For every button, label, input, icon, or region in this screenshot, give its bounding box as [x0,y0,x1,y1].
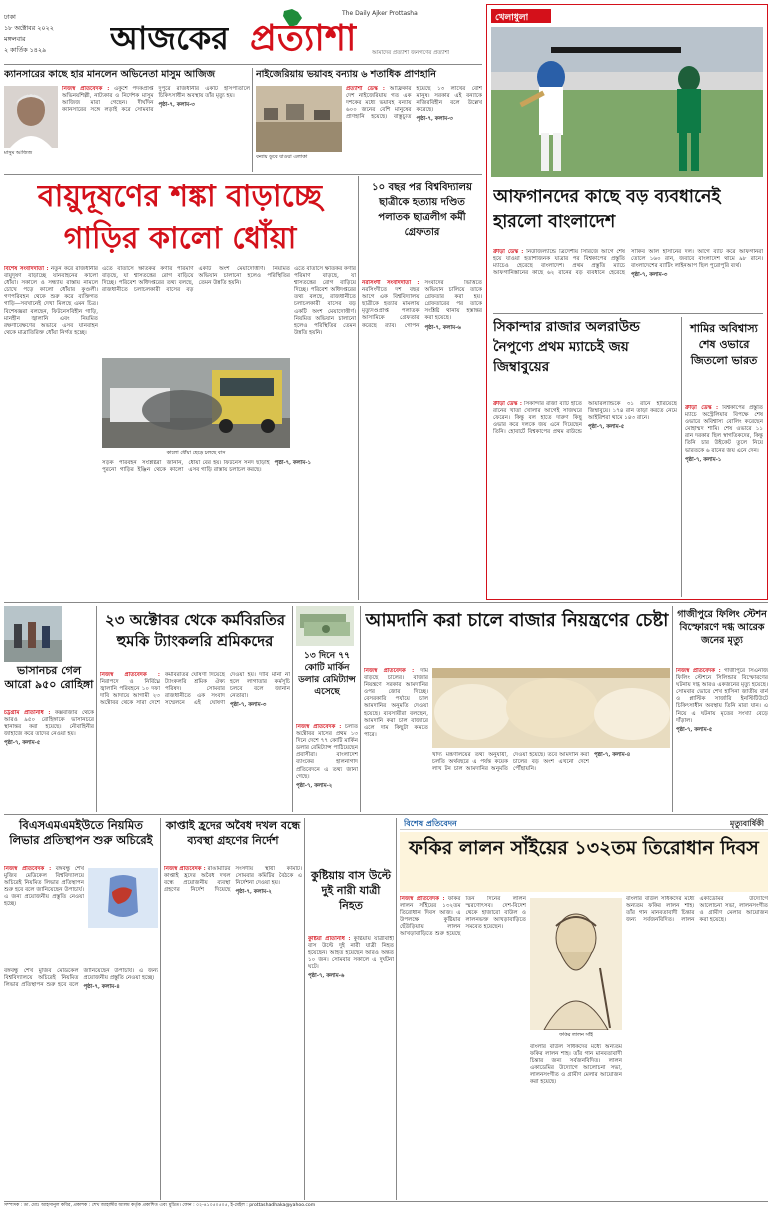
sports-section-title: খেলাধুলা [495,13,529,23]
lead-body-4: এতে বাতাসে ক্ষতিকর কণার পরিমাণ বাড়ছে, যা শ্বাসতন্ত্রের রোগ বাড়িয়ে দিচ্ছে। পরিবেশ অধিদপ্তরের তথ্য বলছে, রাজধানীতে চলাচলকারী বাসের বড় একটি অংশ মেয়াদোত্তীর্ণ। নিয়মিত অভিযান চালানো হলেও পরিস্থিতির তেমন উন্নতি হয়নি। [294,266,356,336]
masthead-logo [72,6,482,64]
weekday: মঙ্গলবার [4,35,26,43]
date-en: ১৮ অক্টোবর ২০২২ [4,24,54,32]
bsmmu-headline: বিএসএমএমইউতে নিয়মিত লিভার প্রতিস্থাপন শুরু অচিরেই [9,818,153,847]
cricket-illustration [491,27,763,177]
lead-headline-line2: গাড়ির কালো ধোঁয়া [63,221,297,256]
rice-photo [432,668,670,748]
arrest-body: নরসিংদী সংবাদদাতা : নরসিংদীতে দশ বছর আগে এক বিশ্ববিদ্যালয় ছাত্রীকে হত্যার মামলায় মৃত্যুদণ্ডপ্রাপ্ত পলাতক আসামিকে গ্রেফতার করেছে র‍্যাব। গোপন সংবাদের ভিত্তিতে অভিযান চালিয়ে তাকে গ্রেফতার করা হয়। গ্রেফতারের পর তাকে সংশ্লিষ্ট থানায় হস্তান্তর করা হয়েছে। পৃষ্ঠা-৭, কলাম-৬ [362,280,482,331]
gazipur-body: নিজস্ব প্রতিবেদক : গাজীপুরে সিএনজি ফিলিং স্টেশনে সিলিন্ডার বিস্ফোরণের ঘটনায় দগ্ধ আরও একজনের মৃত্যু হয়েছে। সোমবার ভোরে শেখ হাসিনা জাতীয় বার্ন ও প্লাস্টিক সার্জারি ইনস্টিটিউটে চিকিৎসাধীন অবস্থায় তিনি মারা যান। এ নিয়ে এ ঘটনায় মৃতের সংখ্যা বেড়ে দাঁড়াল। পৃষ্ঠা-৭, কলাম-৫ [676,668,768,733]
rohingya-illustration [4,606,62,662]
bus-smoke-illustration [102,358,290,448]
lalon-caption: ফকির লালন সাঁই [559,1032,593,1038]
cancer-headline: ক্যানসারের কাছে হার মানলেন অভিনেতা মাসুম আজিজ [4,69,215,80]
bsmmu-body-top: নিজস্ব প্রতিবেদক : বঙ্গবন্ধু শেখ মুজিব মেডিকেল বিশ্ববিদ্যালয়ে অচিরেই নিয়মিত লিভার প্রতিস্থাপন শুরু হবে বলে জানিয়েছেন উপাচার্য। এ জন্য প্রয়োজনীয় প্রস্তুতি নেওয়া হচ্ছে। [4,866,84,908]
rice-headline: আমদানি করা চালে বাজার নিয়ন্ত্রণের চেষ্টা [365,610,669,631]
lead-body-1: বিশেষ সংবাদদাতা : নতুন করে রাজধানীর বায়ুদূষণ বাড়াচ্ছে যানবাহনের কালো ধোঁয়া। সকালে ও সন্ধ্যায় রাস্তায় নামলে চোখে পড়ে কালো ধোঁয়ার কুণ্ডলী। গণপরিবহন থেকে শুরু করে ব্যক্তিগত গাড়ি—সবখানেই দেখা মিলছে এমন চিত্র। বিশেষজ্ঞরা বলছেন, ফিটনেসবিহীন গাড়ি, মানহীন জ্বালানি এবং নিয়মিত রক্ষণাবেক্ষণের অভাবে এসব যানবাহন থেকে মাত্রাতিরিক্ত ধোঁয়া নির্গত হচ্ছে। [4,266,98,336]
kaptai-headline: কাপ্তাই হ্রদের অবৈধ দখল বন্ধে ব্যবস্থা গ্রহণের নির্দেশ [165,819,301,847]
remittance-headline: ১৩ দিনে ৭৭ কোটি মার্কিন ডলার রেমিট্যান্স এসেছে [298,651,356,697]
flood-photo [256,86,342,152]
city: ঢাকা [4,13,16,21]
lalon-headline: ফকির লালন সাঁইয়ের ১৩২তম তিরোধান দিবস [409,837,759,859]
kushtia-headline: কুষ্টিয়ায় বাস উল্টে দুই নারী যাত্রী নিহত [311,869,391,912]
nigeria-headline: নাইজেরিয়ায় ভয়াবহ বন্যায় ৬ শতাধিক প্রাণহানি [256,69,436,80]
lalon-tag-bar [400,818,768,830]
lalon-tag2: মৃত্যুবার্ষিকী [729,819,764,828]
lead-headline [4,176,356,262]
title-part2: প্রত্যাশা [250,17,357,59]
transport-body: নিজস্ব প্রতিবেদক : নিরাপদে ও নির্বিঘ্নে জ্বালানি পরিবহনে ১০ দফা দাবি আদায়ে আগামী ২৩ অক্টোবর থেকে সারা দেশে কর্মবিরতির ঘোষণা দিয়েছে ট্যাংকলরি শ্রমিক ঐক্য পরিষদ। সোমবার রাজধানীতে এক সংবাদ সম্মেলনে এই ঘোষণা দেওয়া হয়। দাবি মানা না হলে লাগাতার কর্মসূচি চলবে বলে জানান নেতারা। পৃষ্ঠা-৭, কলাম-৩ [100,672,290,709]
shami-headline: শামির অবিশ্বাস্য শেষ ওভারে জিতলো ভারত [690,322,758,367]
lalon-body-left: নিজস্ব প্রতিবেদক : ফকির লালন সাঁইয়ের ১৩২তম তিরোধান দিবস আজ। এ উপলক্ষে কুষ্টিয়ার ছেঁউড়িয়ায় লালন আখড়াবাড়িতে শুরু হয়েছে তিন দিনের লালন স্মরণোৎসব। দেশ-বিদেশ থেকে হাজারো বাউল ও লালনভক্ত আখড়াবাড়িতে সমবেত হয়েছেন। [400,896,526,938]
portrait-illustration [4,86,58,148]
sports-box [486,4,768,600]
lalon-tag: বিশেষ প্রতিবেদন [404,819,457,828]
kaptai-body: নিজস্ব প্রতিবেদক : রাঙামাটির কাপ্তাই হ্রদের অবৈধ দখল বন্ধে প্রয়োজনীয় ব্যবস্থা গ্রহণের নির্দেশ দিয়েছে সংসদীয় স্থায়ী কমিটি। সোমবার কমিটির বৈঠকে এ নির্দেশনা দেওয়া হয়। পৃষ্ঠা-৭, কলাম-২ [164,866,302,896]
gazipur-headline: গাজীপুরে ফিলিং স্টেশন বিস্ফোরণে দগ্ধ আরেক জনের মৃত্যু [677,609,767,646]
shami-body: ক্রীড়া ডেস্ক : বিশ্বকাপের প্রস্তুতি ম্যাচে অস্ট্রেলিয়ার বিপক্ষে শেষ ওভারে অবিশ্বাস্য বোলিং করেছেন মোহাম্মদ শামি। শেষ ওভারে ১১ রান দরকার ছিল স্বাগতিকদের, কিন্তু তিনি চার উইকেট তুলে নিয়ে ভারতকে ৬ রানের জয় এনে দেন। পৃষ্ঠা-৭, কলাম-১ [685,405,763,463]
bus-smoke-photo [102,358,290,448]
bsmmu-body-bottom: বঙ্গবন্ধু শেখ মুজিব মেডিকেল বিশ্ববিদ্যালয়ে অচিরেই নিয়মিত লিভার প্রতিস্থাপন শুরু হবে বলে জানিয়েছেন উপাচার্য। এ জন্য প্রয়োজনীয় প্রস্তুতি নেওয়া হচ্ছে। পৃষ্ঠা-৭, কলাম-৪ [4,968,158,991]
arrest-headline: ১০ বছর পর বিশ্ববিদ্যালয় ছাত্রীকে হত্যায় দণ্ডিত পলাতক ছাত্রলীগ কর্মী গ্রেফতার [372,182,472,238]
masum-aziz-photo [4,86,58,148]
lalon-body-mid: বাংলার বাউল সাধকদের মধ্যে অন্যতম ফকির লালন শাহ। তাঁর গান মানবতাবাদী চিন্তার জন্য সর্বজনবিদিত। লালন একাডেমির উদ্যোগে আলোচনা সভা, লালনসংগীত ও গ্রামীণ মেলার আয়োজন করা হয়েছে। [530,1044,622,1086]
lalon-body-right: বাংলার বাউল সাধকদের মধ্যে অন্যতম ফকির লালন শাহ। তাঁর গান মানবতাবাদী চিন্তার জন্য সর্বজনবিদিত। লালন একাডেমির উদ্যোগে আলোচনা সভা, লালনসংগীত ও গ্রামীণ মেলার আয়োজন করা হয়েছে। [626,896,768,924]
rohingya-photo [4,606,62,662]
dollar-photo [296,606,354,646]
lead-caption: কালো ধোঁয়া ছেড়ে চলছে বাস [166,450,226,456]
english-name: The Daily Ajker Prottasha [342,10,418,17]
date-block [4,12,64,64]
sports-headline: আফগানদের কাছে বড় ব্যবধানেই হারলো বাংলাদেশ [493,187,721,232]
footer-imprint: সম্পাদক : ডা. মোঃ আহসানুল কবির, প্রকাশক : শেখ জাহাঙ্গীর আলম কর্তৃক প্রকাশিত এবং মুদ্রিত। ফোন : ০২-৪১০৫০৫০৫, ই-মেইল : prottashadhaka@yahoo.com [4,1203,316,1208]
kushtia-body: কুষ্টিয়া প্রতিনিধি : কুষ্টিয়ায় যাত্রীবাহী বাস উল্টে দুই নারী যাত্রী নিহত হয়েছেন। আহত হয়েছেন আরও অন্তত ১০ জন। সোমবার সকালে এ দুর্ঘটনা ঘটে। পৃষ্ঠা-৭, কলাম-৬ [308,936,394,980]
title-part1: আজকের [110,19,229,57]
rohingya-headline: ভাসানচর গেল আরো ৯৫০ রোহিঙ্গা [4,664,94,691]
dollar-illustration [296,606,354,646]
tagline: আমাদের প্রত্যাশা জনগণের প্রত্যাশা [372,50,450,56]
date-bn: ২ কার্তিক ১৪২৯ [4,46,47,54]
lalon-portrait [530,898,622,1030]
cricket-photo [491,27,763,177]
lead-body-3: সড়ক পরিবহন সংশ্লিষ্টরা জানান, পুরনো গাড়ির ইঞ্জিন থেকে কালো ধোঁয়া বের হয়। ফিটনেস সনদ ছাড়াই এসব গাড়ি রাস্তায় চলাচল করছে। পৃষ্ঠা-৭, কলাম-১ [102,460,311,474]
rohingya-body: চট্টগ্রাম প্রতিনিধি : কক্সবাজার থেকে আরও ৯৫০ রোহিঙ্গাকে ভাসানচরে স্থানান্তর করা হয়েছে। নৌবাহিনীর জাহাজে করে তাদের নেওয়া হয়। পৃষ্ঠা-৭, কলাম-৫ [4,710,94,747]
masthead [4,6,482,64]
sports-body: ক্রীড়া ডেস্ক : নিউজিল্যান্ডে ত্রিদেশীয় সিরিজে আগে শেষ হয়ে যাওয়া হতাশাজনক যাত্রার পর বিশ্বকাপের প্রস্তুতি ম্যাচেও হেরেছে বাংলাদেশ। প্রথম প্রস্তুতি ম্যাচে আফগানিস্তানের কাছে ৬২ রানের বড় ব্যবধানে হেরেছে সাকিব আল হাসানের দল। আগে ব্যাট করে আফগানরা তোলে ১৬০ রান, জবাবে বাংলাদেশ থামে ৯৮ রানে। বাংলাদেশের ব্যাটিং লাইনআপ ছিল পুরোপুরি ব্যর্থ। পৃষ্ঠা-৭, কলাম-৩ [493,249,763,279]
sikandar-headline: সিকান্দার রাজার অলরাউন্ড নৈপুণ্যে প্রথম ম্যাচেই জয় জিম্বাবুয়ের [493,319,640,375]
rice-illustration [432,668,670,748]
nigeria-caption: বন্যায় ডুবে যাওয়া এলাকা [256,154,308,160]
sikandar-body: ক্রীড়া ডেস্ক : সিকান্দার রাজা ব্যাট হাতে রানের খাতা খোলার আগেই সাজঘরে ফেরেন। কিন্তু বল হাতে দারুণ কিছু ওভার করে দলকে জয় এনে দিয়েছেন তিনি। হোবার্টে বিশ্বকাপের প্রথম রাউন্ডে আয়ারল্যান্ডকে ৩১ রানে হারিয়েছে জিম্বাবুয়ে। ১৭৪ রান তাড়া করতে নেমে আইরিশরা থামে ১৪৩ রানে। পৃষ্ঠা-৭, কলাম-৫ [493,401,677,436]
lead-body-2: এতে বাতাসে ক্ষতিকর কণার পরিমাণ বাড়ছে, যা শ্বাসতন্ত্রের রোগ বাড়িয়ে দিচ্ছে। পরিবেশ অধিদপ্তরের তথ্য বলছে, রাজধানীতে চলাচলকারী বাসের বড় একটি অংশ মেয়াদোত্তীর্ণ। নিয়মিত অভিযান চালানো হলেও পরিস্থিতির তেমন উন্নতি হয়নি। [102,266,290,294]
nigeria-body: প্রত্যাশা ডেস্ক : আফ্রিকার দেশ নাইজেরিয়ায় গত এক দশকের মধ্যে ভয়াবহ বন্যায় ৬০০ জনের বেশি মানুষের প্রাণহানি হয়েছে। বাস্তুচ্যুত হয়েছে ১৩ লাখের বেশি মানুষ। সরকার এই বন্যাকে নজিরবিহীন বলে উল্লেখ করেছে। পৃষ্ঠা-৭, কলাম-৩ [346,86,482,123]
rice-body-right: খাদ্য মন্ত্রণালয়ের তথ্য অনুযায়ী, চলতি অর্থবছরে এ পর্যন্ত কয়েক লাখ টন চাল আমদানির অনুমতি দেওয়া হয়েছে। তবে আমদানি করা চালের বড় অংশ এখনো দেশে পৌঁছায়নি। পৃষ্ঠা-৭, কলাম-৪ [432,752,631,773]
cancer-body: নিজস্ব প্রতিবেদক : একুশে পদকপ্রাপ্ত অভিনয়শিল্পী, নাট্যকার ও নির্দেশক মাসুম আজিজ মারা গেছেন। দীর্ঘদিন ক্যানসারের সঙ্গে লড়াই করে সোমবার দুপুরে রাজধানীর একটি হাসপাতালে চিকিৎসাধীন অবস্থায় তাঁর মৃত্যু হয়। পৃষ্ঠা-৭, কলাম-৩ [62,86,250,114]
flood-illustration [256,86,342,152]
lalon-headline-box [400,832,768,892]
cancer-caption: মাসুম আজিজ [4,150,33,156]
remittance-body: নিজস্ব প্রতিবেদক : চলতি অক্টোবর মাসের প্রথম ১৩ দিনে দেশে ৭৭ কোটি মার্কিন ডলার রেমিট্যান্স পাঠিয়েছেন প্রবাসীরা। বাংলাদেশ ব্যাংকের হালনাগাদ প্রতিবেদনে এ তথ্য জানা গেছে। পৃষ্ঠা-৭, কলাম-২ [296,724,358,789]
liver-photo [88,868,158,928]
lead-headline-line1: বায়ুদূষণের শঙ্কা বাড়াচ্ছে [37,179,323,214]
liver-illustration [88,868,158,928]
rice-body-left: নিজস্ব প্রতিবেদক : দাম বাড়ছে চালের। বাজার নিয়ন্ত্রণে সরকার আমদানির ওপর জোর দিচ্ছে। বেসরকারি পর্যায়ে চাল আমদানির অনুমতি দেওয়া হয়েছে। ব্যবসায়ীরা বলছেন, আমদানি করা চাল বাজারে এলে দাম কিছুটা কমতে পারে। [364,668,428,738]
lalon-sketch [530,898,622,1030]
transport-headline: ২৩ অক্টোবর থেকে কর্মবিরতির হুমকি ট্যাংকলরি শ্রমিকদের [104,611,286,650]
